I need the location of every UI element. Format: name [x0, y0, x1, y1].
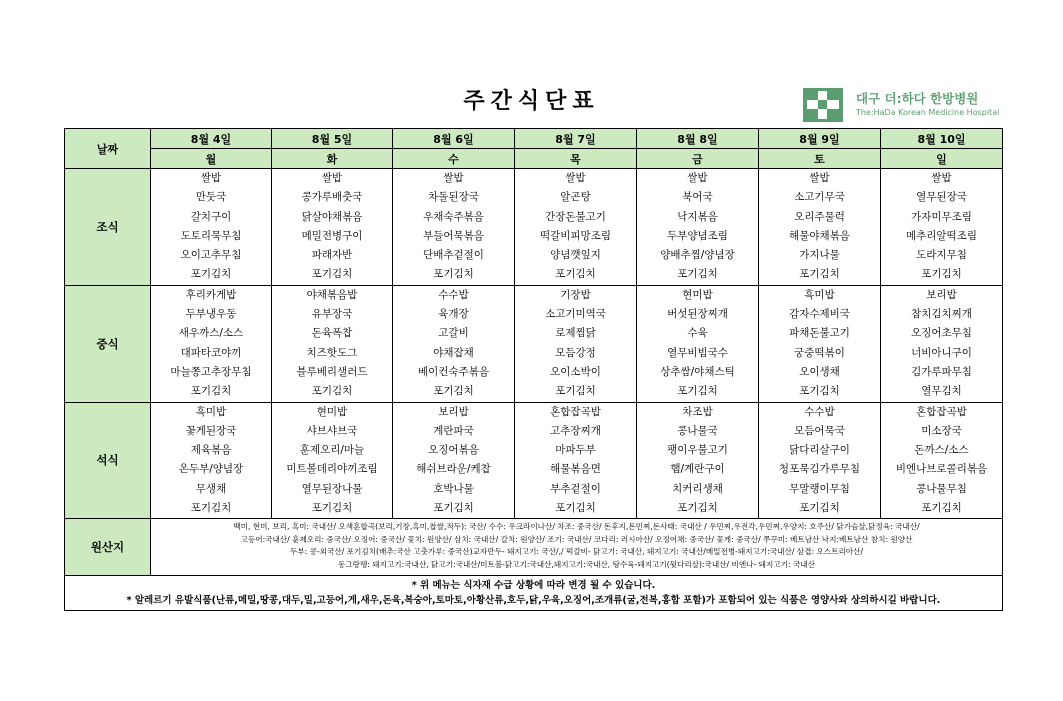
dish-item: 쌀밥	[443, 172, 464, 184]
dish-item: 오이고추무침	[180, 249, 242, 262]
dish-item: 콩나물무침	[916, 482, 967, 495]
dish-item: 마파두부	[555, 444, 596, 457]
hospital-logo	[803, 88, 1003, 122]
dish-item: 새우까스/소스	[178, 327, 244, 340]
dish-item: 보리밥	[438, 405, 469, 418]
dish-item: 닭다리살구이	[789, 444, 850, 457]
dish-item: 포기김치	[677, 268, 718, 281]
dish-item: 쌀밥	[200, 172, 222, 184]
dish-item: 수수밥	[804, 405, 835, 418]
dish-item: 호박나물	[433, 482, 474, 495]
dish-item: 포기김치	[555, 502, 596, 515]
dish-item: 고추장찌개	[550, 424, 601, 437]
dish-item: 포기김치	[799, 268, 840, 281]
dish-item: 계란파국	[433, 424, 474, 437]
dish-item: 우채숙주볶음	[423, 210, 484, 223]
dish-item: 청포묵김가루무침	[778, 463, 861, 476]
dish-item: 낙지볶음	[677, 210, 718, 223]
day-date: 8월 6일	[393, 129, 515, 149]
dish-item: 메밀전병구이	[301, 229, 363, 242]
origin-row	[65, 519, 1003, 576]
dish-item: 팽이우불고기	[667, 444, 728, 457]
dish-item: 후리카게밥	[185, 288, 237, 301]
origin-line: 백미, 현미, 보리, 흑미: 국내산/ 오색혼합곡(보리,기장,흑미,찹쌀,적두): 국산/ 수수: 우크라이나산/ 차조: 중국산/ 돈후지,돈민찌,돈사태: 국내산 / 우민찌,우전각,우민찌,우양지: 호주산/ 닭가슴살,닭정육: 국내산/	[233, 522, 920, 532]
day-weekday: 일	[881, 149, 1003, 169]
dish-item: 흑미밥	[195, 405, 227, 418]
origin-line: 고등어:국내산/ 훈제오리: 중국산/ 오징어: 중국산/ 꽃치: 원양산/ 삼치: 국내산/ 갈치: 원양산/ 조기: 국내산/ 코다리: 러시아산/ 오징어채: 중국산/ 꽃게: 중국산/ 쭈꾸미: 베트남산 낙지:베트남산 참치: 원양산	[240, 534, 913, 544]
hospital-cross-icon	[803, 88, 843, 122]
meal-day-cell	[515, 402, 637, 519]
dish-item: 포기김치	[311, 268, 353, 281]
dish-item: 포기김치	[921, 268, 962, 281]
dish-item: 차돌된장국	[428, 191, 479, 204]
dish-item: 쌀밥	[931, 172, 952, 184]
dish-item: 쌀밥	[809, 172, 830, 184]
dish-item: 해물야채볶음	[789, 229, 850, 242]
meal-day-cell	[393, 285, 515, 402]
dish-item: 꽃게된장국	[185, 424, 237, 437]
day-weekday: 목	[515, 149, 637, 169]
dish-item: 현미밥	[316, 405, 348, 418]
dish-item: 열무된장국	[916, 191, 967, 204]
dish-item: 열무김치	[921, 385, 962, 398]
day-weekday: 월	[151, 149, 272, 169]
meal-day-cell	[881, 402, 1003, 519]
dish-item: 기장밥	[560, 288, 591, 301]
dish-item: 블루베리샐러드	[296, 365, 368, 378]
dish-item: 제육볶음	[190, 444, 232, 457]
origin-text	[151, 519, 1003, 576]
dish-item: 돈육폭찹	[311, 327, 353, 340]
meal-day-cell	[151, 169, 272, 286]
dish-item: 베이컨숙주볶음	[417, 365, 489, 378]
date-row	[65, 129, 1003, 149]
dish-item: 해쉬브라운/케찹	[416, 463, 491, 476]
dish-item: 버섯된장찌개	[667, 308, 728, 321]
dish-item: 육개장	[438, 308, 469, 321]
dish-item: 수육	[687, 327, 708, 340]
dish-item: 포기김치	[799, 385, 840, 398]
day-date: 8월 5일	[272, 129, 393, 149]
dish-item: 쌀밥	[687, 172, 708, 184]
notes-row	[65, 576, 1003, 611]
meal-day-cell	[515, 169, 637, 286]
dish-item: 도라지무침	[916, 249, 967, 262]
date-header-label: 날짜	[65, 129, 151, 169]
dish-item: 야채볶음밥	[306, 288, 358, 301]
meal-day-cell	[637, 285, 759, 402]
dish-item: 포기김치	[799, 502, 840, 515]
dish-item: 치즈핫도그	[306, 346, 358, 359]
dish-item: 포기김치	[677, 502, 718, 515]
meal-day-cell	[151, 285, 272, 402]
dish-item: 메추리알떡조림	[905, 229, 977, 242]
dish-item: 모듬강정	[555, 346, 596, 359]
origin-label: 원산지	[65, 519, 151, 576]
dish-item: 열무비빔국수	[667, 346, 728, 359]
dish-item: 콩나물국	[677, 424, 718, 437]
dish-item: 모듬어묵국	[794, 424, 845, 437]
dish-item: 가지나물	[799, 249, 840, 262]
menu-change-note: * 위 메뉴는 식자재 수급 상황에 따라 변경 될 수 있습니다.	[411, 580, 656, 592]
dish-item: 혼합잡곡밥	[916, 405, 967, 418]
meal-day-cell	[272, 402, 393, 519]
weekly-menu-table	[64, 128, 1003, 611]
dish-item: 만둣국	[195, 191, 227, 204]
meal-day-cell	[515, 285, 637, 402]
dish-item: 부추겉절이	[550, 482, 601, 495]
origin-line: 동그랑땡: 돼지고기:국내산, 닭고기:국내산/미트볼-닭고기:국내산,돼지고기:국내산, 탕수육-돼지고기(뒷다리살):국내산/ 비엔나- 돼지고기: 국내산	[337, 559, 816, 569]
dish-item: 김가루파무침	[911, 365, 972, 378]
dish-item: 소고기무국	[794, 191, 845, 204]
day-date: 8월 10일	[881, 129, 1003, 149]
dish-item: 오이소박이	[550, 365, 601, 378]
hospital-name: 대구 더:하다 한방병원	[856, 91, 979, 106]
dish-item: 두부양념조림	[667, 229, 728, 242]
dish-item: 너비아니구이	[911, 346, 972, 359]
dish-item: 돈까스/소스	[914, 444, 969, 457]
dish-item: 포기김치	[555, 385, 596, 398]
dish-item: 현미밥	[682, 288, 713, 301]
dish-item: 훈제오리/마늘	[299, 444, 365, 457]
dish-item: 오징어볶음	[428, 444, 479, 457]
meal-day-cell	[637, 402, 759, 519]
dish-item: 떡갈비피망조림	[539, 229, 611, 242]
dish-item: 유부장국	[311, 308, 353, 321]
dish-item: 포기김치	[433, 385, 474, 398]
meal-day-cell	[272, 169, 393, 286]
day-weekday: 화	[272, 149, 393, 169]
dish-item: 야채잡채	[433, 346, 474, 359]
dish-item: 두부냉우동	[185, 308, 237, 321]
meal-day-cell	[393, 169, 515, 286]
meal-label: 조식	[65, 169, 151, 286]
dish-item: 무생채	[195, 482, 227, 495]
dish-item: 미소장국	[921, 424, 962, 437]
day-date: 8월 9일	[759, 129, 881, 149]
dish-item: 오리주물럭	[794, 210, 845, 223]
dish-item: 무말랭이무침	[789, 482, 850, 495]
meal-day-cell	[759, 169, 881, 286]
dish-item: 포기김치	[190, 268, 232, 281]
dish-item: 보리밥	[926, 288, 957, 301]
weekday-row	[65, 149, 1003, 169]
meal-row-dinner	[65, 402, 1003, 519]
day-weekday: 토	[759, 149, 881, 169]
meal-day-cell	[393, 402, 515, 519]
dish-item: 온두부/양념장	[178, 463, 244, 476]
dish-item: 양념깻잎지	[550, 249, 601, 262]
dish-item: 오이생채	[799, 365, 840, 378]
dish-item: 양배추찜/양념장	[660, 249, 735, 262]
dish-item: 차조밥	[682, 405, 713, 418]
dish-item: 도토리묵무침	[180, 229, 242, 242]
dish-item: 가자미무조림	[911, 210, 972, 223]
dish-item: 비엔나브로콜리볶음	[895, 463, 988, 476]
dish-item: 콩가루배춧국	[301, 191, 363, 204]
dish-item: 포기김치	[433, 268, 474, 281]
page-title: 주간식단표	[463, 89, 600, 114]
dish-item: 부들어묵볶음	[423, 229, 484, 242]
dish-item: 단배추겉절이	[423, 249, 484, 262]
dish-item: 쌀밥	[565, 172, 586, 184]
dish-item: 포기김치	[190, 385, 232, 398]
meal-day-cell	[637, 169, 759, 286]
meal-row-breakfast	[65, 169, 1003, 286]
day-date: 8월 4일	[151, 129, 272, 149]
notes	[65, 576, 1003, 611]
dish-item: 알곤탕	[560, 191, 591, 204]
dish-item: 소고기미역국	[545, 308, 606, 321]
dish-item: 미트볼데리야끼조림	[286, 463, 378, 476]
meal-day-cell	[881, 169, 1003, 286]
dish-item: 해물볶음면	[550, 463, 601, 476]
dish-item: 참치김치찌개	[911, 308, 972, 321]
dish-item: 닭살야채볶음	[301, 210, 363, 223]
meal-day-cell	[272, 285, 393, 402]
dish-item: 쌀밥	[321, 172, 343, 184]
dish-item: 감자수제비국	[789, 308, 850, 321]
hospital-name-english: The:HaDa Korean Medicine Hospital	[856, 108, 1000, 117]
dish-item: 포기김치	[921, 502, 962, 515]
dish-item: 파래자반	[311, 249, 353, 262]
dish-item: 파채돈불고기	[789, 327, 850, 340]
day-weekday: 수	[393, 149, 515, 169]
dish-item: 혼합잡곡밥	[550, 405, 601, 418]
dish-item: 열무된장나물	[301, 482, 363, 495]
dish-item: 포기김치	[433, 502, 474, 515]
origin-line: 두부: 콩-외국산/ 포기김치(배추:국산 고춧가루: 중국산)교자만두- 돼지고기: 국산/,/ 떡갈비- 닭고기: 국내산, 돼지고기: 국내산/메밀전병-돼지고기:국내산/ 삼겹: 오스트리아산/	[289, 547, 864, 557]
meal-day-cell	[759, 402, 881, 519]
dish-item: 궁중떡볶이	[794, 346, 845, 359]
day-date: 8월 7일	[515, 129, 637, 149]
dish-item: 치커리생채	[672, 482, 723, 495]
dish-item: 북어국	[682, 191, 713, 204]
dish-item: 포기김치	[311, 385, 353, 398]
dish-item: 마늘쫑고추장무침	[170, 365, 252, 378]
allergy-note: * 알레르기 유발식품(난류,메밀,땅콩,대두,밀,고등어,게,새우,돈육,복숭아,토마토,아황산류,호두,닭,우육,오징어,조개류(굴,전복,홍합 포함)가 포함되어 있는 식품은 영양사와 상의하시길 바랍니다.	[126, 595, 941, 607]
meal-row-lunch	[65, 285, 1003, 402]
dish-item: 수수밥	[438, 288, 469, 301]
dish-item: 포기김치	[555, 268, 596, 281]
dish-item: 오징어초무침	[911, 327, 972, 340]
dish-item: 간장돈불고기	[545, 210, 606, 223]
meal-day-cell	[759, 285, 881, 402]
meal-day-cell	[881, 285, 1003, 402]
dish-item: 포기김치	[190, 502, 232, 515]
dish-item: 대파타코야끼	[180, 346, 242, 359]
dish-item: 포기김치	[677, 385, 718, 398]
dish-item: 상추쌈/야채스틱	[660, 365, 735, 378]
meal-label: 석식	[65, 402, 151, 519]
dish-item: 로제찜닭	[555, 327, 596, 340]
meal-day-cell	[151, 402, 272, 519]
meal-label: 중식	[65, 285, 151, 402]
dish-item: 샤브샤브국	[306, 424, 358, 437]
dish-item: 햄/계란구이	[670, 463, 725, 476]
day-weekday: 금	[637, 149, 759, 169]
day-date: 8월 8일	[637, 129, 759, 149]
dish-item: 고갈비	[438, 327, 469, 340]
dish-item: 갈치구이	[190, 210, 232, 223]
dish-item: 포기김치	[311, 502, 353, 515]
dish-item: 흑미밥	[804, 288, 835, 301]
